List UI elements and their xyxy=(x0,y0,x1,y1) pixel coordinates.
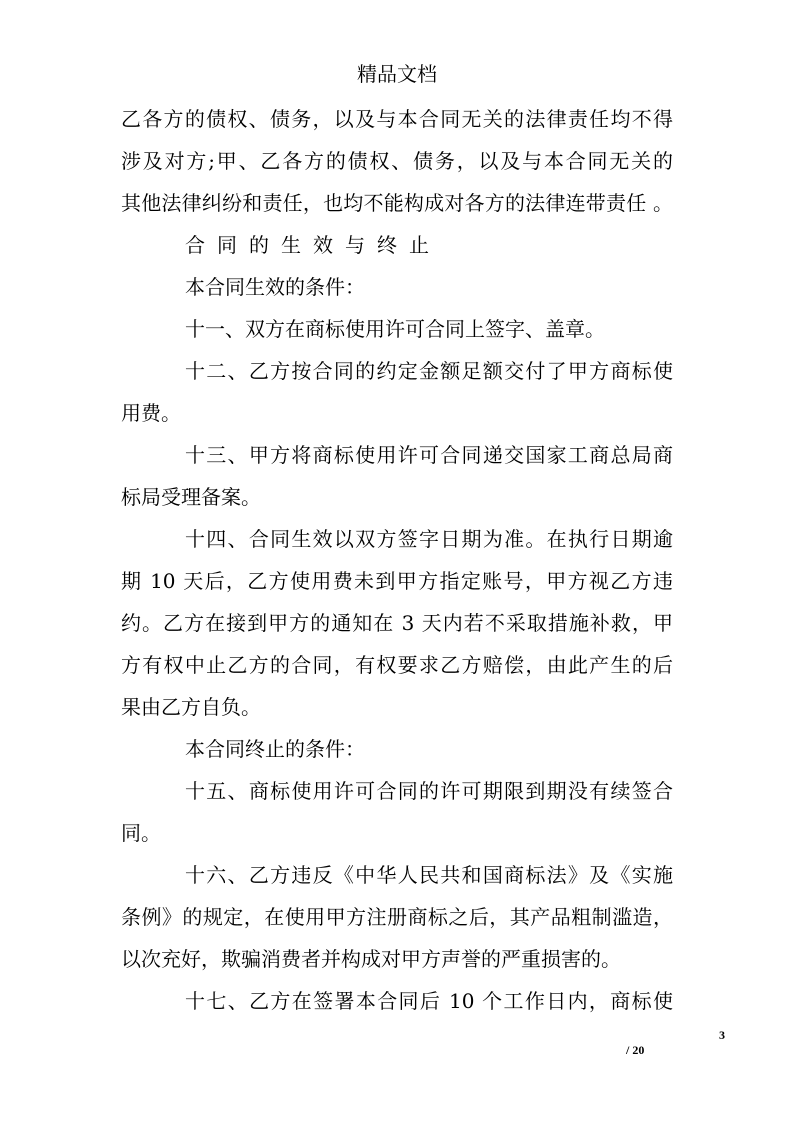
text-line: 十一、双方在商标使用许可合同上签字、盖章。 xyxy=(185,317,605,341)
text-line: 合同的生效与终止 xyxy=(185,233,441,257)
text-line: 十三、甲方将商标使用许可合同递交国家工商总局商 xyxy=(185,443,673,467)
text-line: 十七、乙方在签署本合同后 10 个工作日内，商标使 xyxy=(185,989,673,1013)
text-line: 乙各方的债权、债务，以及与本合同无关的法律责任均不得 xyxy=(121,107,673,131)
text-line: 十四、合同生效以双方签字日期为准。在执行日期逾 xyxy=(185,527,673,551)
document-body xyxy=(121,98,673,1022)
text-line: 标局受理备案。 xyxy=(121,485,261,509)
text-line: 用费。 xyxy=(121,401,181,425)
text-line: 本合同生效的条件： xyxy=(185,275,365,299)
text-line: 其他法律纠纷和责任，也均不能构成对各方的法律连带责任 。 xyxy=(121,191,673,215)
text-line: 涉及对方;甲、乙各方的债权、债务，以及与本合同无关的 xyxy=(121,149,673,173)
page-number: 3 xyxy=(719,1028,725,1042)
text-line: 果由乙方自负。 xyxy=(121,695,261,719)
text-line: 期 10 天后，乙方使用费未到甲方指定账号，甲方视乙方违 xyxy=(121,569,673,593)
text-line: 本合同终止的条件： xyxy=(185,737,365,761)
text-line: 十六、乙方违反《中华人民共和国商标法》及《实施 xyxy=(185,863,673,887)
page-header: 精品文档 xyxy=(357,62,437,86)
text-line: 十二、乙方按合同的约定金额足额交付了甲方商标使 xyxy=(185,359,673,383)
text-line: 同。 xyxy=(121,821,161,845)
text-line: 以次充好，欺骗消费者并构成对甲方声誉的严重损害的。 xyxy=(121,947,621,971)
text-line: 方有权中止乙方的合同，有权要求乙方赔偿，由此产生的后 xyxy=(121,653,673,677)
text-line: 十五、商标使用许可合同的许可期限到期没有续签合 xyxy=(185,779,673,803)
page-total: / 20 xyxy=(626,1043,645,1057)
text-line: 约。乙方在接到甲方的通知在 3 天内若不采取措施补救，甲 xyxy=(121,611,673,635)
text-line: 条例》的规定，在使用甲方注册商标之后，其产品粗制滥造， xyxy=(121,905,673,929)
